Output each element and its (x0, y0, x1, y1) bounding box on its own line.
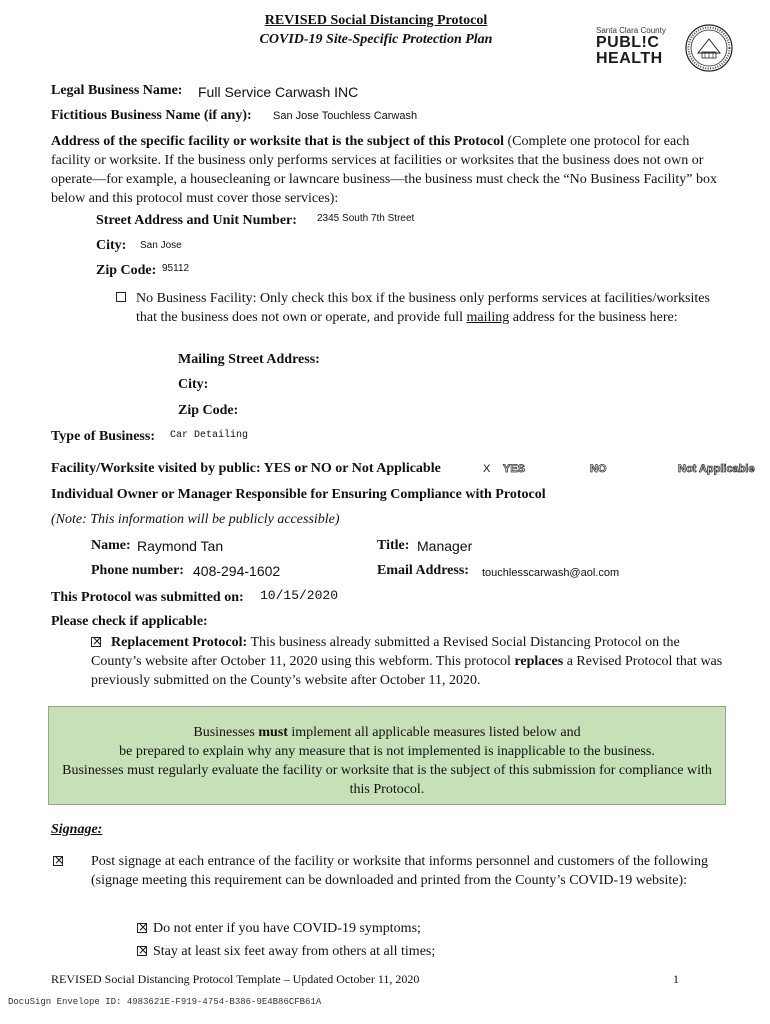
notice-line-3: Businesses must regularly evaluate the facility or worksite that is the subject of this submission for compliance with this Protocol. (62, 763, 712, 797)
signage-sub-2 (137, 942, 697, 961)
compliance-notice-box (48, 706, 726, 805)
notice-line-1-b: implement all applicable measures listed below and (287, 725, 581, 740)
legal-name-value: Full Service Carwash INC (198, 84, 359, 100)
signage-sub-1 (137, 919, 697, 938)
signage-sub-2-checkbox[interactable] (137, 946, 147, 956)
public-health-logo (592, 26, 672, 70)
name-value: Raymond Tan (137, 538, 224, 554)
street-address-label: Street Address and Unit Number: (96, 213, 297, 228)
replacement-text-b: a Revised Protocol that was previously submitted on the County’s website after October 11, 2020. (91, 654, 723, 688)
street-address-value: 2345 South 7th Street (317, 213, 415, 224)
footer-text: REVISED Social Distancing Protocol Template – Updated October 11, 2020 (51, 972, 420, 986)
document-subtitle: COVID-19 Site-Specific Protection Plan (259, 32, 493, 47)
replacement-protocol-text (91, 633, 726, 690)
no-business-facility-checkbox[interactable] (116, 292, 126, 302)
replacement-replaces: replaces (514, 654, 564, 669)
replacement-bold: Replacement Protocol: (111, 635, 248, 650)
email-value: touchlesscarwash@aol.com (482, 567, 620, 579)
zip-value: 95112 (162, 263, 190, 274)
notice-line-1 (49, 723, 725, 742)
email-label: Email Address: (377, 563, 469, 578)
no-facility-text-a: No Business Facility: Only check this box if the business only performs services at facilities/worksites that the business does not own or operate, and provide full (136, 291, 710, 325)
business-type-value: Car Detailing (170, 430, 249, 441)
no-facility-text-b: address for the business here: (509, 310, 678, 325)
check-applicable-label: Please check if applicable: (51, 614, 208, 629)
address-intro (51, 132, 726, 208)
logo-health-text: HEALTH (596, 50, 663, 67)
submitted-label: This Protocol was submitted on: (51, 590, 244, 605)
responsible-note: (Note: This information will be publicly accessible) (51, 512, 340, 527)
docusign-envelope-id: DocuSign Envelope ID: 4983621E-F919-4754-B386-9E4B86CFB61A (8, 997, 322, 1007)
submitted-value: 10/15/2020 (260, 588, 339, 603)
signage-checkbox[interactable] (53, 856, 63, 866)
mailing-city-label: City: (178, 377, 209, 392)
business-type-label: Type of Business: (51, 429, 155, 444)
fictitious-name-label: Fictitious Business Name (if any): (51, 108, 252, 123)
no-business-facility-text (136, 289, 726, 327)
legal-name-label: Legal Business Name: (51, 83, 183, 98)
public-visit-no[interactable]: NO (590, 463, 607, 475)
mailing-zip-label: Zip Code: (178, 403, 239, 418)
public-visit-label: Facility/Worksite visited by public: YES or NO or Not Applicable (51, 461, 441, 476)
notice-line-1-a: Businesses (193, 725, 259, 740)
fictitious-name-value: San Jose Touchless Carwash (273, 110, 418, 122)
no-facility-mailing-word: mailing (466, 310, 510, 325)
public-visit-yes[interactable]: YES (503, 463, 526, 475)
phone-label: Phone number: (91, 563, 184, 578)
signage-item-text: Post signage at each entrance of the facility or worksite that informs personnel and customers of the following (signage meeting this requirement can be downloaded and printed from the County’s COVID-19 website): (91, 854, 708, 888)
signage-sub-2-text: Stay at least six feet away from others at all times; (153, 944, 436, 959)
page-number: 1 (673, 972, 679, 986)
title-value: Manager (417, 538, 473, 554)
public-visit-not-applicable[interactable]: Not Applicable (678, 463, 755, 475)
name-label: Name: (91, 538, 131, 553)
logo-county-text: Santa Clara County (596, 26, 666, 35)
signage-heading: Signage: (51, 822, 103, 837)
replacement-text-a: This business already submitted a Revised Social Distancing Protocol on the County’s website after October 11, 2020 using this webform. This protocol (91, 635, 680, 669)
address-intro-text: (Complete one protocol for each facility or worksite. If the business only performs services at facilities or worksites that the business does not own or operate—for example, a housecleaning or lawncare business—the business must check the “No Business Facility” box below and this protocol must cover those services): (51, 134, 717, 206)
logo-public-text: PUBL!C (596, 34, 660, 51)
city-value: San Jose (140, 240, 182, 251)
signage-sub-1-text: Do not enter if you have COVID-19 symptoms; (153, 921, 421, 936)
signage-sub-1-checkbox[interactable] (137, 923, 147, 933)
notice-line-2: be prepared to explain why any measure that is not implemented is inapplicable to the business. (119, 744, 655, 759)
document-title: REVISED Social Distancing Protocol (264, 13, 488, 28)
title-label: Title: (377, 538, 410, 553)
city-label: City: (96, 238, 127, 253)
public-visit-mark: X (483, 463, 491, 475)
address-intro-bold: Address of the specific facility or worksite that is the subject of this Protocol (51, 134, 504, 149)
mailing-street-label: Mailing Street Address: (178, 352, 320, 367)
county-seal-icon (684, 23, 734, 73)
notice-must: must (258, 725, 288, 740)
zip-label: Zip Code: (96, 263, 157, 278)
phone-value: 408-294-1602 (193, 563, 281, 579)
responsible-heading: Individual Owner or Manager Responsible for Ensuring Compliance with Protocol (51, 487, 546, 502)
